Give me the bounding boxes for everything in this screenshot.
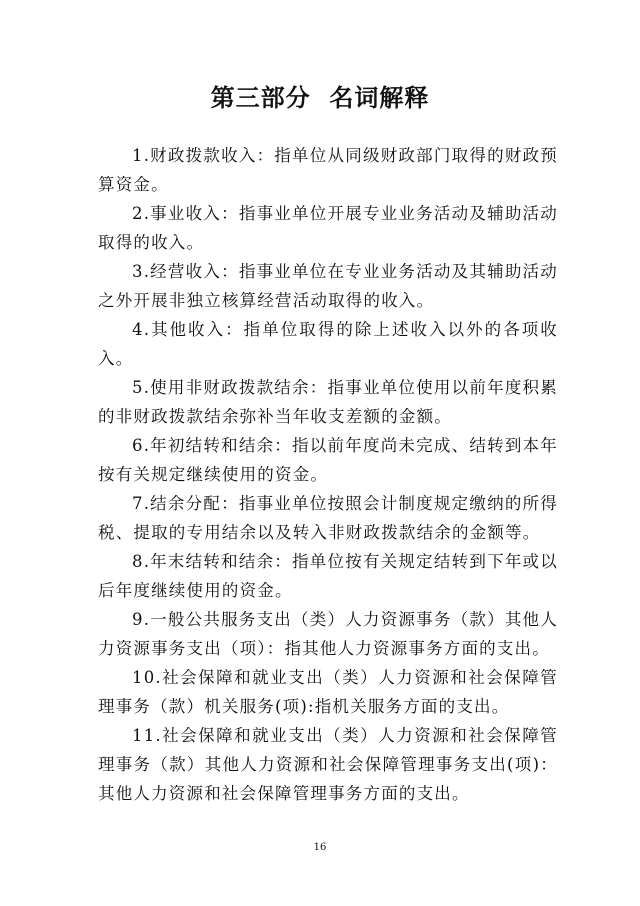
definitions-list (98, 141, 558, 808)
definition-paragraph: 4.其他收入：指单位取得的除上述收入以外的各项收入。 (98, 320, 558, 368)
definition-paragraph: 11.社会保障和就业支出（类）人力资源和社会保障管理事务（款）其他人力资源和社会保障管理事务支出(项)：其他人力资源和社会保障管理事务方面的支出。 (98, 726, 558, 803)
definition-paragraph: 3.经营收入：指事业单位在专业业务活动及其辅助活动之外开展非独立核算经营活动取得的收入。 (98, 262, 558, 310)
definition-paragraph: 8.年末结转和结余：指单位按有关规定结转到下年或以后年度继续使用的资金。 (98, 552, 558, 600)
definition-paragraph: 5.使用非财政拨款结余：指事业单位使用以前年度积累的非财政拨款结余弥补当年收支差额的金额。 (98, 378, 558, 426)
definition-paragraph: 2.事业收入：指事业单位开展专业业务活动及辅助活动取得的收入。 (98, 204, 558, 252)
definition-paragraph: 10.社会保障和就业支出（类）人力资源和社会保障管理事务（款）机关服务(项):指机关服务方面的支出。 (98, 668, 558, 716)
definition-paragraph: 6.年初结转和结余：指以前年度尚未完成、结转到本年按有关规定继续使用的资金。 (98, 436, 558, 484)
definition-paragraph: 7.结余分配：指事业单位按照会计制度规定缴纳的所得税、提取的专用结余以及转入非财政拨款结余的金额等。 (98, 494, 558, 542)
page-number: 16 (313, 842, 327, 853)
page-title: 第三部分 名词解释 (210, 84, 430, 112)
definition-paragraph: 1.财政拨款收入：指单位从同级财政部门取得的财政预算资金。 (98, 146, 558, 194)
definition-paragraph: 9.一般公共服务支出（类）人力资源事务（款）其他人力资源事务支出（项）：指其他人力资源事务方面的支出。 (98, 610, 558, 658)
